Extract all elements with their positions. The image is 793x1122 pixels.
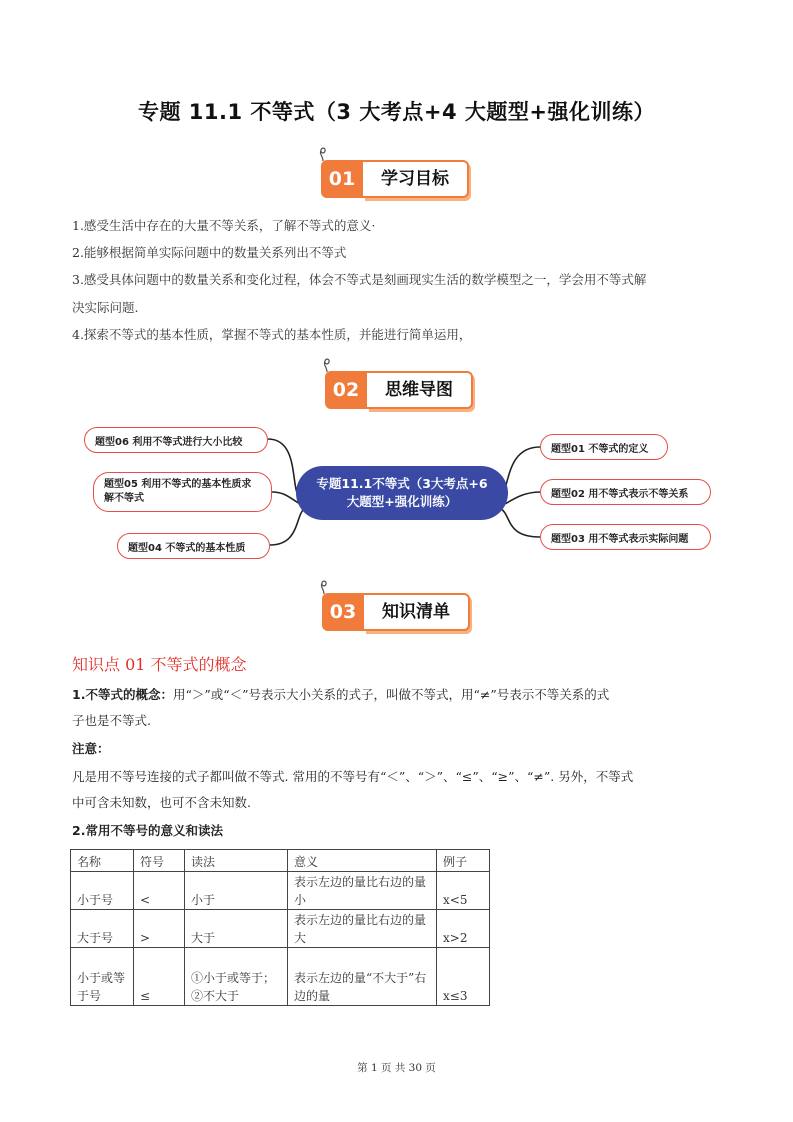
- table-cell: <: [134, 872, 185, 910]
- mindmap-center: 专题11.1不等式（3大考点+6大题型+强化训练）: [296, 466, 508, 520]
- mindmap-node-left: 题型06 利用不等式进行大小比较: [84, 427, 268, 453]
- badge-number: 02: [325, 371, 367, 409]
- note-text: 凡是用不等号连接的式子都叫做不等式. 常用的不等号有“＜”、“＞”、“≤”、“≥”、“≠”. 另外，不等式: [72, 769, 634, 784]
- badge-label: 思维导图: [367, 371, 473, 409]
- page-footer: 第 1 页 共 30 页: [357, 1062, 436, 1074]
- table-cell: 小于号: [71, 872, 134, 910]
- mindmap-node-left: 题型04 不等式的基本性质: [117, 533, 270, 559]
- table-heading: 2.常用不等号的意义和读法: [72, 823, 223, 838]
- goal-item: 4.探索不等式的基本性质，掌握不等式的基本性质，并能进行简单运用，: [72, 327, 472, 342]
- table-cell: x>2: [437, 910, 490, 948]
- table-cell: ①小于或等于；②不大于: [185, 948, 288, 1006]
- goal-item: 决实际问题.: [72, 300, 139, 315]
- table-row: [71, 948, 490, 1006]
- note-heading: 注意：: [72, 741, 110, 756]
- concept-text: 子也是不等式.: [72, 713, 151, 728]
- concept-heading: 1.不等式的概念：: [72, 687, 173, 702]
- table-header-row: [71, 850, 490, 872]
- section-badge-knowledge: [322, 593, 472, 631]
- table-cell: 小于或等于号: [71, 948, 134, 1006]
- page-title: 专题 11.1 不等式（3 大考点+4 大题型+强化训练）: [138, 100, 655, 124]
- section-badge-mindmap: [325, 371, 475, 409]
- badge-label: 知识清单: [364, 593, 470, 631]
- table-cell: 表示左边的量比右边的量小: [288, 872, 437, 910]
- table-cell: ≤: [134, 948, 185, 1006]
- table-header-cell: 名称: [71, 850, 134, 872]
- table-header-cell: 符号: [134, 850, 185, 872]
- table-cell: >: [134, 910, 185, 948]
- table-row: [71, 910, 490, 948]
- inequality-table: [70, 849, 490, 1006]
- table-cell: x<5: [437, 872, 490, 910]
- badge-label: 学习目标: [363, 160, 469, 198]
- concept-line: [72, 684, 727, 706]
- knowledge-point-heading: 知识点 01 不等式的概念: [72, 655, 247, 674]
- note-text: 中可含未知数，也可不含未知数.: [72, 795, 251, 810]
- mindmap-node-right: 题型02 用不等式表示不等关系: [540, 479, 711, 505]
- table-header-cell: 意义: [288, 850, 437, 872]
- badge-number: 01: [321, 160, 363, 198]
- table-cell: 小于: [185, 872, 288, 910]
- table-cell: 表示左边的量“不大于”右边的量: [288, 948, 437, 1006]
- mindmap-node-right: 题型03 用不等式表示实际问题: [540, 524, 711, 550]
- table-row: [71, 872, 490, 910]
- badge-number: 03: [322, 593, 364, 631]
- table-cell: x≤3: [437, 948, 490, 1006]
- table-header-cell: 读法: [185, 850, 288, 872]
- goal-item: 1.感受生活中存在的大量不等关系，了解不等式的意义·: [72, 218, 376, 233]
- section-badge-goals: [321, 160, 471, 198]
- table-cell: 大于号: [71, 910, 134, 948]
- mindmap-node-right: 题型01 不等式的定义: [540, 434, 668, 460]
- concept-text: 用“＞”或“＜”号表示大小关系的式子，叫做不等式，用“≠”号表示不等关系的式: [172, 687, 610, 702]
- mindmap-node-left: 题型05 利用不等式的基本性质求解不等式: [93, 472, 272, 512]
- goal-item: 2.能够根据简单实际问题中的数量关系列出不等式: [72, 245, 347, 260]
- table-header-cell: 例子: [437, 850, 490, 872]
- goal-item: 3.感受具体问题中的数量关系和变化过程，体会不等式是刻画现实生活的数学模型之一，学会用不等式解: [72, 272, 647, 287]
- table-cell: 大于: [185, 910, 288, 948]
- table-cell: 表示左边的量比右边的量大: [288, 910, 437, 948]
